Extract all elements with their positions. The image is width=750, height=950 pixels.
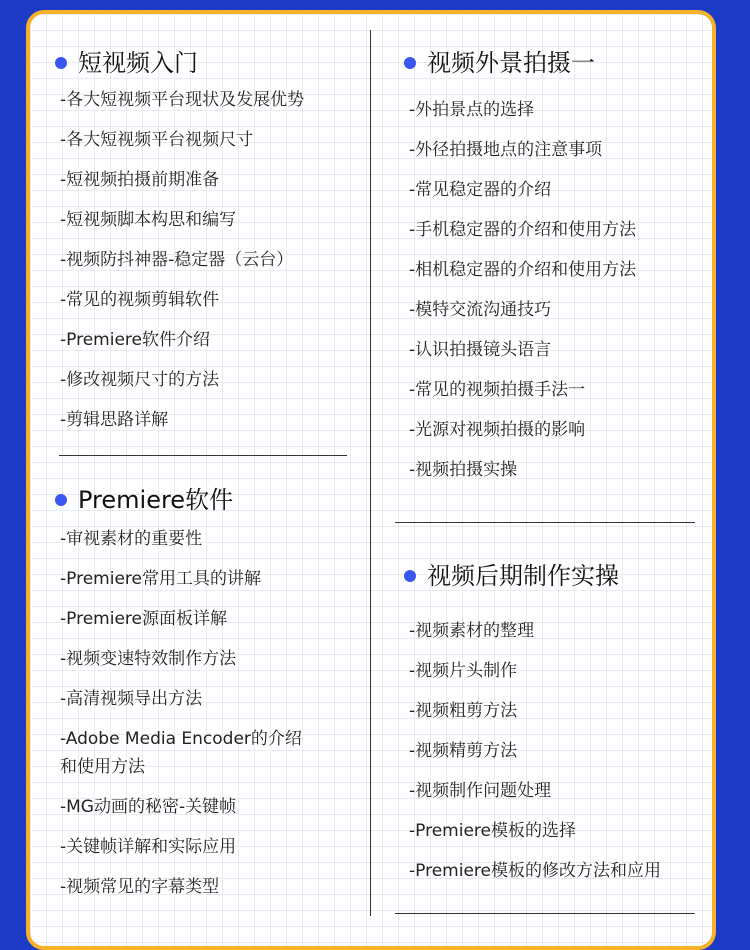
bullet-dot-icon bbox=[404, 57, 416, 69]
list-item: -常见的视频拍摄手法一 bbox=[409, 380, 586, 400]
list-item: -视频拍摄实操 bbox=[409, 460, 518, 480]
list-item: -光源对视频拍摄的影响 bbox=[409, 420, 586, 440]
list-item: -视频素材的整理 bbox=[409, 621, 535, 641]
list-item: -视频制作问题处理 bbox=[409, 781, 552, 801]
section-outdoor-shooting bbox=[404, 46, 636, 496]
section-title-text: 视频外景拍摄一 bbox=[427, 49, 595, 77]
section-title-text: Premiere软件 bbox=[78, 486, 234, 514]
list-item: -剪辑思路详解 bbox=[60, 410, 169, 430]
list-item: -关键帧详解和实际应用 bbox=[60, 837, 237, 857]
bullet-dot-icon bbox=[55, 494, 67, 506]
list-item-line: 和使用方法 bbox=[60, 757, 145, 777]
list-item: -视频片头制作 bbox=[409, 661, 518, 681]
section-short-video-intro bbox=[55, 46, 304, 446]
section-post-production bbox=[404, 559, 661, 897]
section-title bbox=[404, 46, 636, 80]
section-divider bbox=[395, 522, 695, 523]
list-item: -外拍景点的选择 bbox=[409, 100, 535, 120]
list-item: -相机稳定器的介绍和使用方法 bbox=[409, 260, 637, 280]
section-divider bbox=[395, 913, 695, 914]
topic-list bbox=[404, 96, 636, 484]
list-item: -Premiere模板的修改方法和应用 bbox=[409, 861, 661, 881]
section-premiere-software bbox=[55, 483, 302, 913]
list-item: -视频粗剪方法 bbox=[409, 701, 518, 721]
list-item: -高清视频导出方法 bbox=[60, 689, 203, 709]
bullet-dot-icon bbox=[404, 570, 416, 582]
section-title-text: 视频后期制作实操 bbox=[427, 562, 619, 590]
topic-list bbox=[55, 525, 302, 901]
list-item: -常见稳定器的介绍 bbox=[409, 180, 552, 200]
list-item: -Premiere模板的选择 bbox=[409, 821, 576, 841]
list-item-line: -Adobe Media Encoder的介绍 bbox=[60, 729, 302, 749]
list-item: -审视素材的重要性 bbox=[60, 529, 203, 549]
list-item: -视频常见的字幕类型 bbox=[60, 877, 220, 897]
list-item: -视频精剪方法 bbox=[409, 741, 518, 761]
bullet-dot-icon bbox=[55, 57, 67, 69]
section-title-text: 短视频入门 bbox=[78, 49, 198, 77]
list-item: -各大短视频平台现状及发展优势 bbox=[60, 90, 305, 110]
list-item: -各大短视频平台视频尺寸 bbox=[60, 130, 254, 150]
list-item: -视频防抖神器-稳定器（云台） bbox=[60, 250, 294, 270]
list-item bbox=[60, 725, 302, 781]
list-item: -修改视频尺寸的方法 bbox=[60, 370, 220, 390]
list-item: -模特交流沟通技巧 bbox=[409, 300, 552, 320]
list-item: -外径拍摄地点的注意事项 bbox=[409, 140, 603, 160]
list-item: -视频变速特效制作方法 bbox=[60, 649, 237, 669]
topic-list bbox=[404, 617, 661, 885]
section-title bbox=[55, 483, 302, 517]
section-title bbox=[404, 559, 661, 593]
list-item: -MG动画的秘密-关键帧 bbox=[60, 797, 237, 817]
list-item: -Premiere常用工具的讲解 bbox=[60, 569, 261, 589]
section-divider bbox=[59, 455, 347, 456]
list-item: -认识拍摄镜头语言 bbox=[409, 340, 552, 360]
list-item: -手机稳定器的介绍和使用方法 bbox=[409, 220, 637, 240]
column-divider bbox=[370, 30, 371, 916]
list-item: -短视频拍摄前期准备 bbox=[60, 170, 220, 190]
topic-list bbox=[55, 86, 304, 434]
list-item: -常见的视频剪辑软件 bbox=[60, 290, 220, 310]
list-item: -短视频脚本构思和编写 bbox=[60, 210, 237, 230]
list-item: -Premiere源面板详解 bbox=[60, 609, 227, 629]
list-item: -Premiere软件介绍 bbox=[60, 330, 210, 350]
section-title bbox=[55, 46, 304, 80]
